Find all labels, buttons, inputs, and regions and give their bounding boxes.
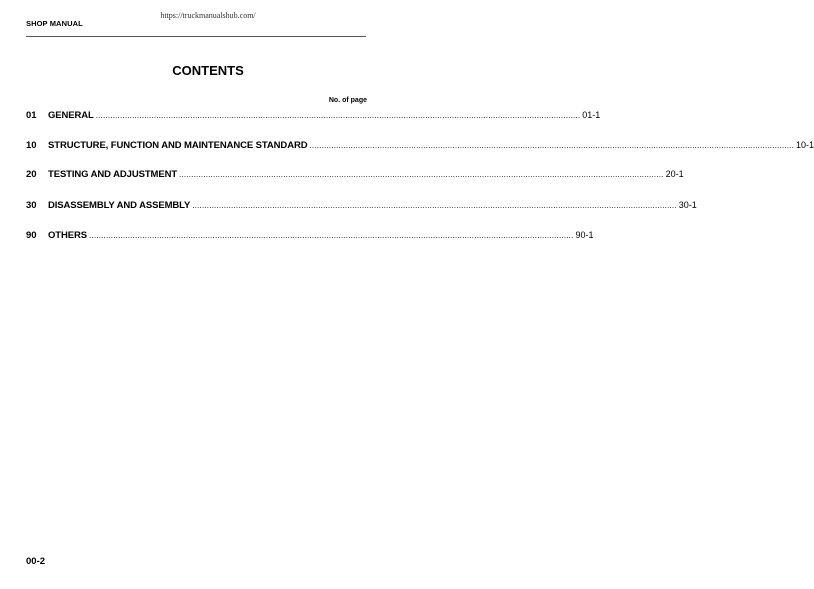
toc-number: 01	[26, 110, 37, 121]
toc-page: 01-1	[582, 110, 601, 120]
header-divider	[26, 36, 366, 37]
toc-number: 10	[26, 140, 37, 151]
toc-entry-testing[interactable]	[26, 168, 684, 180]
toc-title: TESTING AND ADJUSTMENT	[48, 169, 178, 180]
toc-title: OTHERS	[48, 230, 87, 241]
toc-number: 30	[26, 200, 37, 211]
toc-entry-disassembly[interactable]	[26, 199, 697, 211]
toc-entry-general[interactable]	[26, 109, 601, 121]
toc-title: DISASSEMBLY AND ASSEMBLY	[48, 200, 191, 211]
page-title: CONTENTS	[172, 63, 244, 78]
toc-number: 90	[26, 230, 37, 241]
toc-dot-leader: ........................................................................................................................................................................................................	[309, 141, 795, 150]
manual-label: SHOP MANUAL	[26, 19, 83, 28]
toc-entry-others[interactable]	[26, 229, 594, 241]
toc-title: STRUCTURE, FUNCTION AND MAINTENANCE STANDARD	[48, 140, 308, 151]
toc-page: 30-1	[678, 200, 697, 210]
toc-dot-leader: ........................................................................................................................................................................................................	[89, 231, 574, 240]
toc-dot-leader: ........................................................................................................................................................................................................	[192, 201, 677, 210]
toc-dot-leader: ........................................................................................................................................................................................................	[95, 111, 581, 120]
toc-dot-leader: ........................................................................................................................................................................................................	[179, 170, 664, 179]
toc-title: GENERAL	[48, 110, 94, 121]
toc-entry-structure[interactable]	[26, 139, 814, 151]
footer-page-number: 00-2	[26, 556, 46, 567]
source-url: https://truckmanualshub.com/	[160, 11, 256, 20]
toc-page: 90-1	[575, 230, 594, 240]
toc-page: 20-1	[665, 169, 684, 179]
toc-number: 20	[26, 169, 37, 180]
page-column-heading: No. of page	[328, 97, 367, 104]
toc-page: 10-1	[796, 140, 814, 150]
